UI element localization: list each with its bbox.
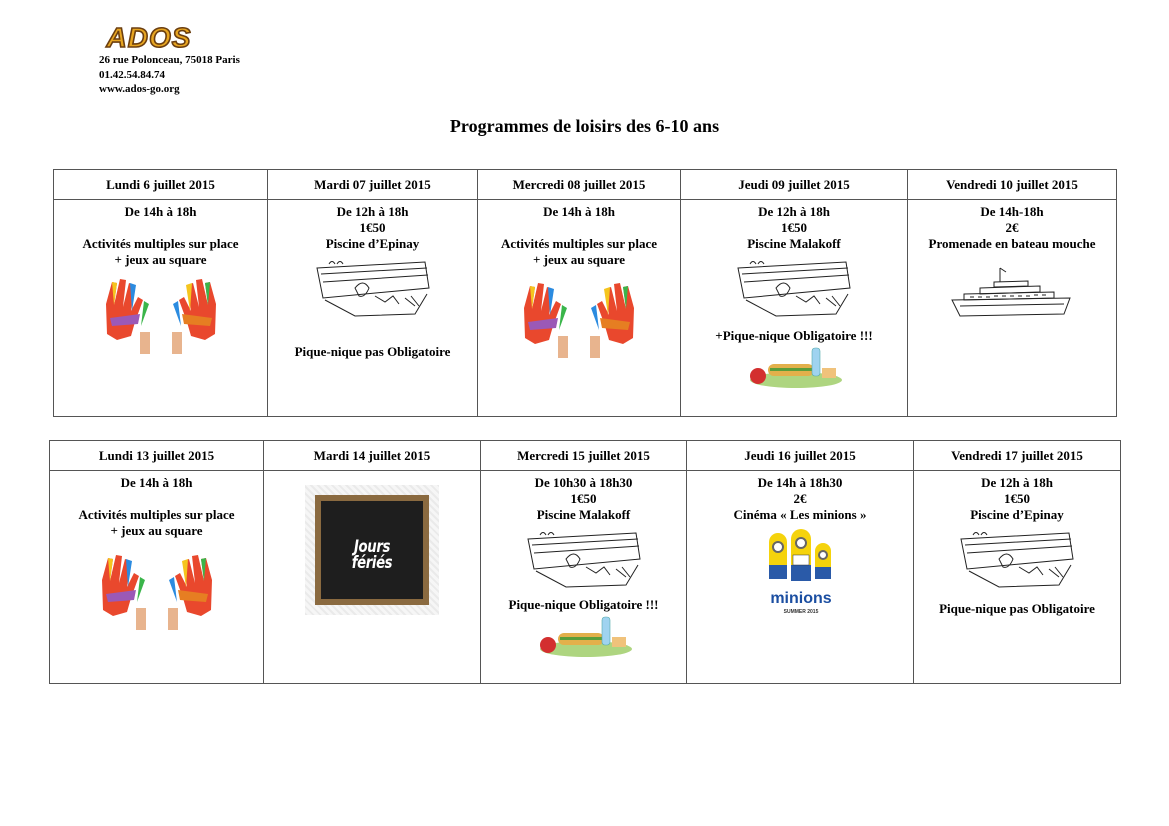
website-link[interactable]: www.ados-go.org — [99, 83, 180, 95]
day-cell — [264, 471, 481, 684]
picnic-note: Pique-nique pas Obligatoire — [294, 344, 451, 359]
activity: Piscine Malakoff — [536, 507, 631, 522]
picnic-note: Pique-nique pas Obligatoire — [939, 601, 1095, 616]
day-header: Mardi 14 juillet 2015 — [264, 441, 481, 471]
day-cell — [481, 471, 687, 684]
price: 2€ — [1005, 220, 1019, 235]
picnic-icon — [536, 615, 632, 659]
price: 1€50 — [1004, 491, 1030, 506]
hours: De 12h à 18h — [336, 204, 409, 219]
week-schedule-table-1 — [53, 169, 1117, 417]
day-header: Vendredi 10 juillet 2015 — [908, 170, 1117, 200]
minions-poster-icon — [745, 529, 855, 619]
activity: Piscine d’Epinay — [325, 236, 420, 251]
activity: Promenade en bateau mouche — [928, 236, 1096, 251]
day-cell — [914, 471, 1121, 684]
day-cell — [478, 200, 681, 417]
address: 26 rue Polonceau, 75018 Paris — [99, 54, 240, 66]
swimming-pool-sketch-icon — [315, 258, 431, 318]
day-header-row — [54, 170, 1117, 200]
day-header: Jeudi 16 juillet 2015 — [687, 441, 914, 471]
day-header: Mercredi 08 juillet 2015 — [478, 170, 681, 200]
hours: De 14h à 18h — [124, 204, 197, 219]
day-header: Lundi 6 juillet 2015 — [54, 170, 268, 200]
painted-hands-icon — [514, 274, 644, 362]
day-header: Mercredi 15 juillet 2015 — [481, 441, 687, 471]
activity-extra: + jeux au square — [110, 523, 203, 538]
hours: De 14h à 18h — [120, 475, 193, 490]
day-cell — [681, 200, 908, 417]
phone: 01.42.54.84.74 — [99, 68, 165, 81]
activity: Cinéma « Les minions » — [733, 507, 867, 522]
contact-info — [99, 53, 240, 97]
ados-logo — [99, 22, 199, 52]
chalkboard-text: Jours fériés — [351, 537, 393, 573]
swimming-pool-sketch-icon — [736, 258, 852, 318]
painted-hands-icon — [92, 545, 222, 635]
week-schedule-table-2 — [49, 440, 1121, 684]
price: 2€ — [793, 491, 807, 506]
boat-icon — [950, 262, 1074, 322]
day-content-row — [50, 471, 1121, 684]
activity: Piscine d’Epinay — [970, 507, 1064, 522]
hours: De 14h à 18h30 — [757, 475, 843, 490]
svg-text:ADOS: ADOS — [106, 22, 192, 52]
activity-extra: + jeux au square — [532, 252, 626, 267]
price: 1€50 — [359, 220, 386, 235]
hours: De 14h-18h — [980, 204, 1044, 219]
page-title: Programmes de loisirs des 6-10 ans — [449, 116, 720, 136]
day-header: Jeudi 09 juillet 2015 — [681, 170, 908, 200]
day-header: Vendredi 17 juillet 2015 — [914, 441, 1121, 471]
day-cell — [908, 200, 1117, 417]
hours: De 14h à 18h — [543, 204, 615, 219]
hours: De 12h à 18h — [981, 475, 1053, 490]
picnic-note: +Pique-nique Obligatoire !!! — [715, 328, 873, 343]
day-cell — [54, 200, 268, 417]
price: 1€50 — [781, 220, 807, 235]
day-cell — [50, 471, 264, 684]
day-cell — [268, 200, 478, 417]
price: 1€50 — [570, 491, 597, 506]
hours: De 12h à 18h — [758, 204, 830, 219]
activity-extra: + jeux au square — [114, 252, 207, 267]
activity: Activités multiples sur place — [82, 236, 239, 251]
activity: Piscine Malakoff — [747, 236, 841, 251]
day-header: Mardi 07 juillet 2015 — [268, 170, 478, 200]
painted-hands-icon — [96, 274, 226, 354]
picnic-icon — [746, 346, 842, 390]
day-header: Lundi 13 juillet 2015 — [50, 441, 264, 471]
day-header-row — [50, 441, 1121, 471]
picnic-note: Pique-nique Obligatoire !!! — [508, 597, 659, 612]
activity: Activités multiples sur place — [78, 507, 235, 522]
swimming-pool-sketch-icon — [526, 529, 642, 589]
day-cell — [687, 471, 914, 684]
chalkboard-icon — [305, 485, 439, 615]
activity: Activités multiples sur place — [500, 236, 658, 251]
swimming-pool-sketch-icon — [959, 529, 1075, 589]
day-content-row — [54, 200, 1117, 417]
hours: De 10h30 à 18h30 — [534, 475, 633, 490]
